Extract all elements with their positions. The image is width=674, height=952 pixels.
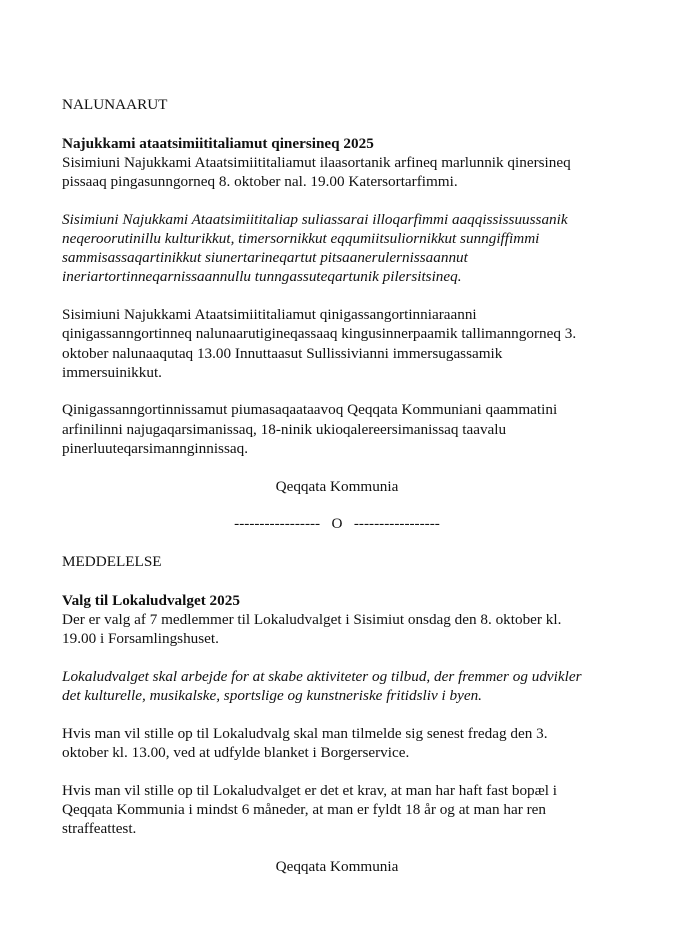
requirements-paragraph: Qinigassanngortinnissamut piumasaqaataavoq Qeqqata Kommuniani qaammatini arfinilinni najugaqarsimanissaq, 18-ninik ukioqalereersimanissaq taavalu pinerluuteqarsimannginnissaq. xyxy=(62,401,558,457)
requirements-paragraph: Hvis man vil stille op til Lokaludvalget er det et krav, at man har haft fast bopæl i Qeqqata Kommunia i mindst 6 måneder, at man er fyldt 18 år og at man har ren straffeattest. xyxy=(62,781,558,837)
purpose-paragraph: Sisimiuni Najukkami Ataatsimiititaliap suliassarai illoqarfimmi aaqqississuussanik neqeroorutinillu kulturikkut, timersornikkut eqqumiitsuliornikkut sunngiffimmi sammisassaqartinikkut siunertarineqartut pitsaanerulernissaannut ineriartortinneqarnissaannullu tunngassuteqartunik pilersitsineq. xyxy=(62,210,568,286)
intro-paragraph: Sisimiuni Najukkami Ataatsimiititaliamut ilaasortanik arfineq marlunnik qinersineq pissaaq pingasunngorneq 8. oktober nal. 19.00 Katersortarfimmi. xyxy=(62,153,571,191)
purpose-paragraph: Lokaludvalget skal arbejde for at skabe aktiviteter og tilbud, der fremmer og udvikler det kulturelle, musikalske, sportslige og kunstneriske fritidsliv i byen. xyxy=(62,667,582,704)
signature: Qeqqata Kommunia xyxy=(275,857,399,875)
announcement-danish xyxy=(62,552,622,876)
section-label: MEDDELELSE xyxy=(62,552,162,570)
intro-paragraph: Der er valg af 7 medlemmer til Lokaludvalget i Sisimiut onsdag den 8. oktober kl. 19.00 i Forsamlingshuset. xyxy=(62,610,562,648)
section-label: NALUNAARUT xyxy=(62,96,168,113)
document-page xyxy=(62,95,622,876)
section-separator: ----------------- O ----------------- xyxy=(234,515,440,533)
candidacy-paragraph: Sisimiuni Najukkami Ataatsimiititaliamut qinigassangortinniaraanni qinigassanngortinneq nalunaarutigineqassaaq kingusinnerpaamik tallimanngorneq 3. oktober nalunaaqutaq 13.00 Innuttaasut Sullissivianni immersugassamik immersuinikkut. xyxy=(62,306,577,381)
announcement-greenlandic xyxy=(62,95,622,496)
announcement-title: Najukkami ataatsimiititaliamut qinersineq 2025 xyxy=(62,134,374,152)
signature: Qeqqata Kommunia xyxy=(275,477,399,495)
candidacy-paragraph: Hvis man vil stille op til Lokaludvalg skal man tilmelde sig senest fredag den 3. oktober kl. 13.00, ved at udfylde blanket i Borgerservice. xyxy=(62,724,548,761)
announcement-title: Valg til Lokaludvalget 2025 xyxy=(62,591,240,609)
